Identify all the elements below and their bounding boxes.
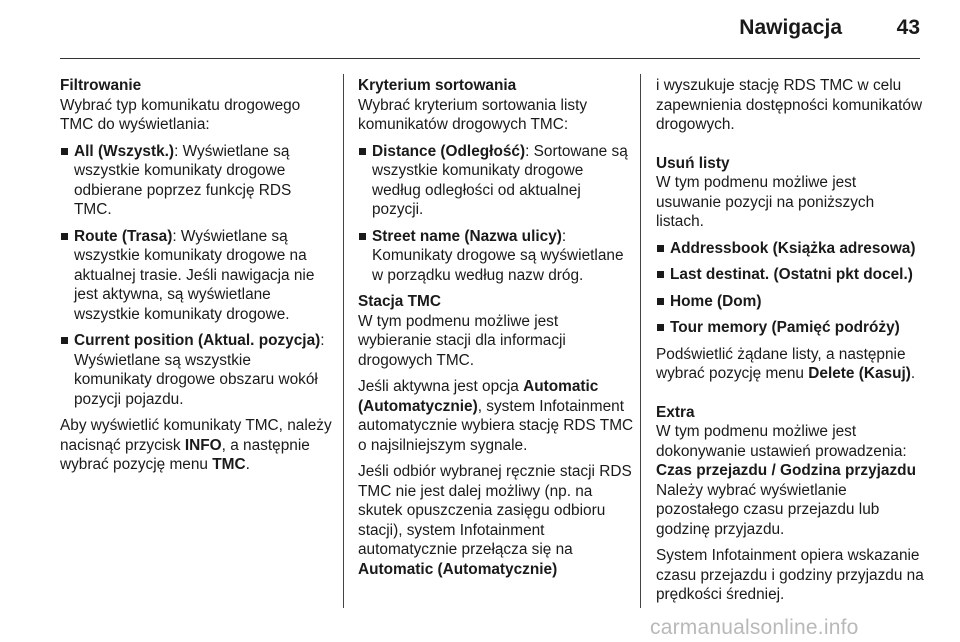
time-text: Należy wybrać wyświetlanie pozostałego czasu przejazdu lub godzinę przyjazdu. [656,481,880,538]
extra-heading: Extra [656,403,695,421]
list-item [656,239,924,259]
column-divider-1 [343,74,344,608]
column-3 [656,76,924,612]
list-item [656,318,924,338]
paragraph-text: , a następnie wybrać pozycję menu [60,436,310,473]
bullet-square-icon [657,245,664,252]
bullet-square-icon [359,233,366,240]
column-2 [358,76,634,579]
bullet-text: : Wyświetlane są wszystkie komunikaty drogowe obszaru wokół pozycji pojazdu. [74,332,325,408]
section-title: Nawigacja [739,16,842,39]
paragraph-text: . [245,456,250,473]
list-item [656,265,924,285]
bullet-label: Route (Trasa) [74,227,173,245]
auto-paragraph [358,377,634,455]
automatic-option-label: Automatic (Automatycznie) [358,560,558,578]
manual-paragraph [358,462,634,579]
bullet-square-icon [657,324,664,331]
filter-heading: Filtrowanie [60,77,142,94]
watermark: carmanualsonline.info [650,616,859,639]
page-header [0,0,960,60]
column-1 [60,76,332,482]
bullet-label: Tour memory (Pamięć podróży) [670,319,900,336]
paragraph-text: Podświetlić żądane listy, a następnie wybrać pozycję menu [656,345,906,382]
paragraph-text: Aby wyświetlić komunikaty TMC, należy nacisnąć przycisk [60,417,332,454]
list-item [60,227,332,325]
delete-heading: Usuń listy [656,154,730,172]
bullet-square-icon [359,148,366,155]
automatic-option-label: Automatic (Automatycznie) [358,378,599,415]
bullet-label: All (Wszystk.) [74,142,175,160]
time-heading: Czas przejazdu / Godzina przyjazdu [656,462,916,479]
bullet-square-icon [61,233,68,240]
bullet-label: Last destinat. (Ostatni pkt docel.) [670,266,913,283]
bullet-label: Street name (Nazwa ulicy) [372,227,562,245]
extra-intro: W tym podmenu możliwe jest dokonywanie ustawień prowadzenia: [656,423,907,460]
system-text: System Infotainment opiera wskazanie czasu przejazdu i godziny przyjazdu na prędkości średniej. [656,547,924,603]
bullet-label: Current position (Aktual. pozycja) [74,332,321,349]
station-text: W tym podmenu możliwe jest wybieranie stacji dla informacji drogowych TMC. [358,312,566,369]
tmc-menu-label: TMC [212,456,246,473]
page-number: 43 [896,16,920,39]
bullet-text: : Sortowane są wszystkie komunikaty drogowe według odległości od aktualnej pozycji. [372,142,628,218]
station-heading: Stacja TMC [358,293,441,310]
paragraph-text: Jeśli odbiór wybranej ręcznie stacji RDS TMC nie jest dalej możliwy (np. na skutek opuszczenia zasięgu odbioru stacji), system Infotainment automatycznie przełącza się na [358,463,632,558]
bullet-label: Distance (Odległość) [372,142,526,160]
bullet-text: : Wyświetlane są wszystkie komunikaty drogowe na aktualnej trasie. Jeśli nawigacja nie jest aktywna, są wyświetlane wszystkie komunikaty drogowe. [74,227,315,323]
continued-text: i wyszukuje stację RDS TMC w celu zapewnienia dostępności komunikatów drogowych. [656,77,923,133]
list-item [60,142,332,220]
bullet-label: Addressbook (Książka adresowa) [670,239,916,257]
column-divider-2 [640,74,641,608]
bullet-square-icon [61,337,68,344]
list-item [60,331,332,409]
paragraph-text: , system Infotainment automatycznie wybiera stację RDS TMC o najsilniejszym sygnale. [358,397,634,454]
info-key-label: INFO [184,436,222,454]
list-item [358,142,634,220]
paragraph-text: . [910,365,916,382]
list-item [358,227,634,286]
bullet-label: Home (Dom) [670,292,762,310]
bullet-text: : Wyświetlane są wszystkie komunikaty drogowe odbierane poprzez funkcję RDS TMC. [74,142,292,218]
filter-intro: Wybrać typ komunikatu drogowego TMC do wyświetlania: [60,96,301,133]
sort-intro: Wybrać kryterium sortowania listy komunikatów drogowych TMC: [358,96,588,133]
bullet-square-icon [657,298,664,305]
header-rule [60,58,920,59]
bullet-square-icon [61,148,68,155]
delete-outro [656,345,924,384]
tmc-access-paragraph [60,416,332,475]
delete-menu-label: Delete (Kasuj) [808,365,911,382]
bullet-text: : Komunikaty drogowe są wyświetlane w porządku według nazw dróg. [372,227,624,284]
delete-intro: W tym podmenu możliwe jest usuwanie pozycji na poniższych listach. [656,174,875,230]
list-item [656,292,924,312]
bullet-square-icon [657,271,664,278]
sort-heading: Kryterium sortowania [358,77,517,94]
paragraph-text: Jeśli aktywna jest opcja [358,378,524,395]
